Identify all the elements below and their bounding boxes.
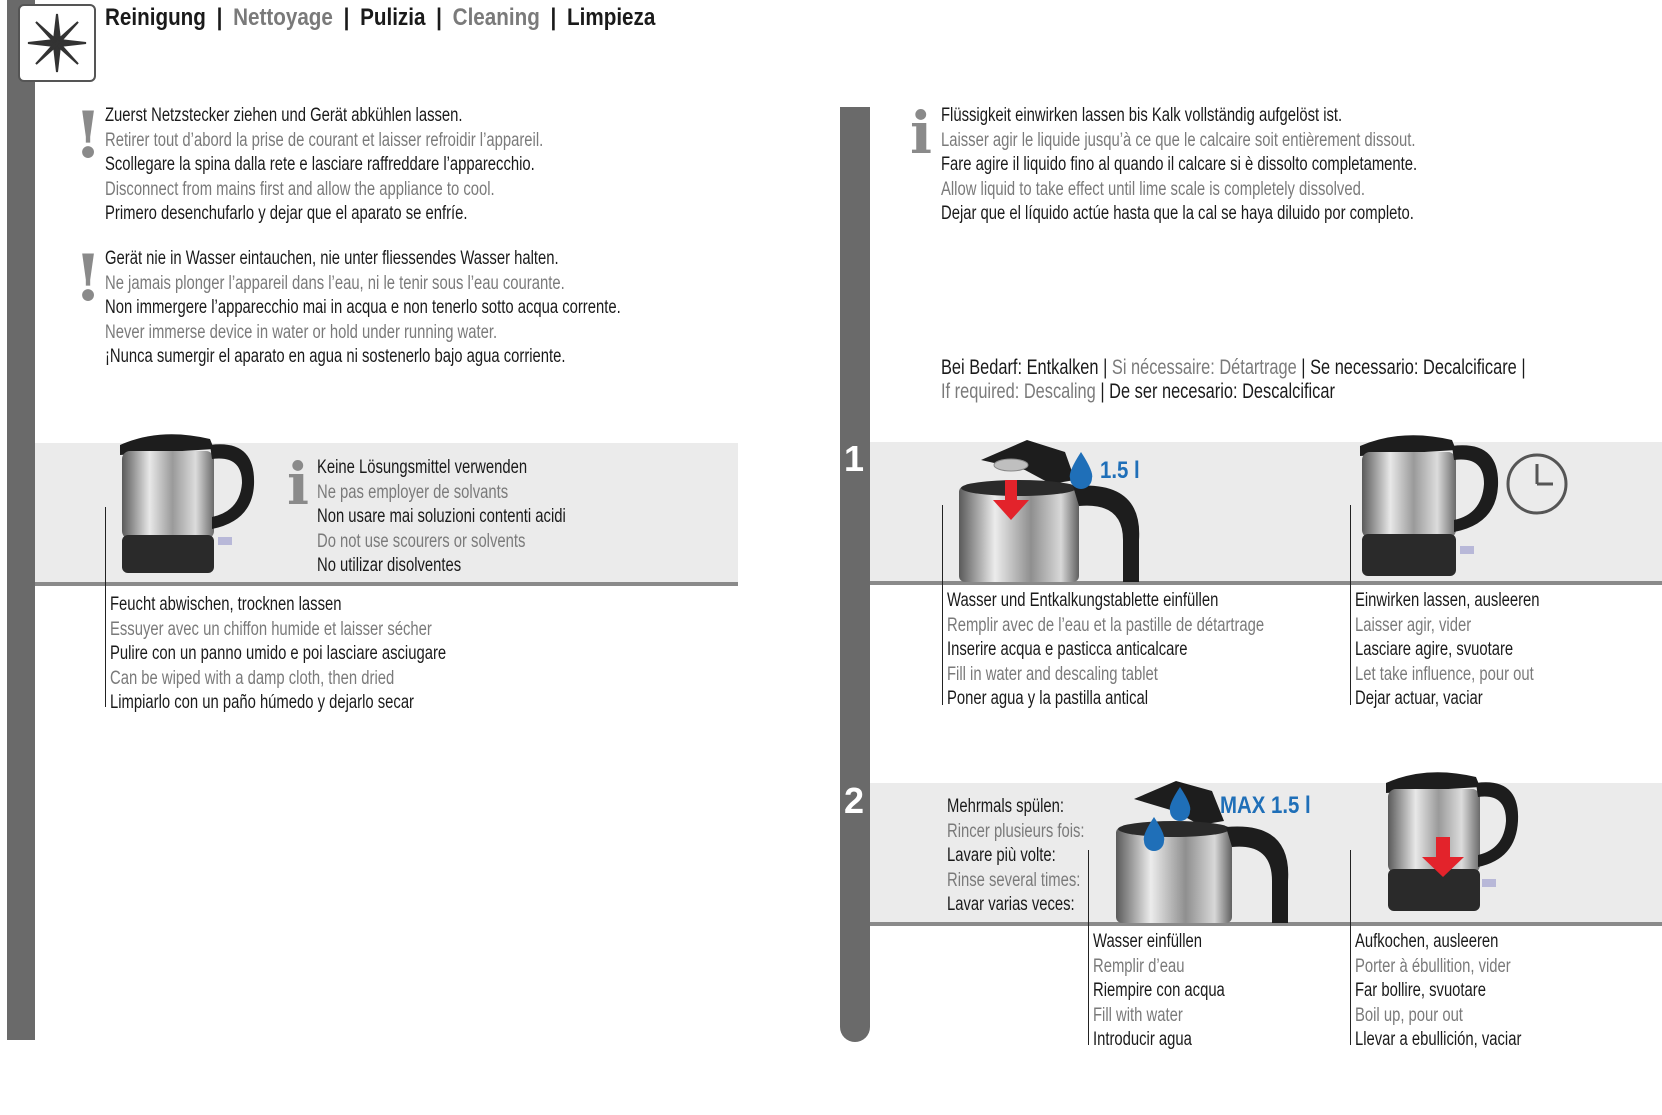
solvent-line: Non usare mai soluzioni contenti acidi [317, 506, 566, 527]
header-sep: | [216, 4, 223, 31]
kettle-image [1352, 428, 1502, 580]
rinse-line: Lavar varias veces: [947, 894, 1075, 915]
heading-en: If required: Descaling [941, 380, 1096, 403]
step2-boil-caption [1355, 930, 1521, 1053]
warning-line: Disconnect from mains first and allow the appliance to cool. [105, 178, 495, 200]
warning-line: Primero desenchufarlo y dejar que el aparato se enfríe. [105, 203, 468, 224]
warning-line: Gerät nie in Wasser eintauchen, nie unter fliessendes Wasser halten. [105, 248, 559, 269]
header-it: Pulizia [360, 4, 426, 31]
caption-line: Boil up, pour out [1355, 1004, 1463, 1026]
step-number: 2 [844, 780, 865, 821]
caption-line: Wasser einfüllen [1093, 931, 1203, 952]
callout-line [1350, 505, 1351, 705]
rinse-line: Mehrmals spülen: [947, 796, 1064, 817]
kettle-image [1380, 765, 1520, 915]
caption-line: Lasciare agire, svuotare [1355, 639, 1514, 660]
heading-it: Se necessario: Decalcificare [1310, 356, 1517, 379]
caption-line: Dejar actuar, vaciar [1355, 688, 1483, 709]
caption-line: Wasser und Entkalkungstablette einfüllen [947, 590, 1219, 611]
step1-fill-caption [947, 589, 1264, 712]
caption-line: Fill with water [1093, 1004, 1183, 1026]
wipe-line: Limpiarlo con un paño húmedo y dejarlo secar [110, 692, 414, 713]
header-sep: | [343, 4, 350, 31]
kettle-image [110, 425, 260, 580]
step1-soak-caption [1355, 589, 1540, 712]
step2-fill-caption [1093, 930, 1225, 1053]
heading-fr: Si nécessaire: Détartrage [1111, 356, 1297, 379]
caption-line: Laisser agir, vider [1355, 614, 1472, 636]
heading-sep: | [1103, 356, 1108, 379]
caption-line: Riempire con acqua [1093, 980, 1225, 1001]
solvent-text [317, 456, 566, 579]
warning-line: Non immergere l’apparecchio mai in acqua e non tenerlo sotto acqua corrente. [105, 297, 621, 318]
callout-line [1350, 850, 1351, 1045]
header-en: Cleaning [452, 4, 540, 31]
wipe-line: Pulire con un panno umido e poi lasciare asciugare [110, 643, 447, 664]
warning-line: Zuerst Netzstecker ziehen und Gerät abkühlen lassen. [105, 105, 463, 126]
solvent-line: No utilizar disolventes [317, 555, 462, 576]
header-fr: Nettoyage [233, 4, 333, 31]
sparkle-icon [20, 6, 94, 80]
rinse-line: Lavare più volte: [947, 845, 1056, 866]
caption-line: Einwirken lassen, ausleeren [1355, 590, 1540, 611]
caption-line: Far bollire, svuotare [1355, 980, 1486, 1001]
dissolve-line: Fare agire il liquido fino al quando il calcare si è dissolto completamente. [941, 154, 1418, 175]
caption-line: Aufkochen, ausleeren [1355, 931, 1499, 952]
warning-line: ¡Nunca sumergir el aparato en agua ni sostenerlo bajo agua corriente. [105, 346, 566, 367]
solvent-line: Do not use scourers or solvents [317, 530, 526, 552]
header-sep: | [436, 4, 442, 31]
caption-line: Remplir d’eau [1093, 955, 1185, 977]
caption-line: Llevar a ebullición, vaciar [1355, 1029, 1522, 1050]
header-de: Reinigung [105, 4, 206, 31]
heading-sep: | [1521, 356, 1526, 379]
wipe-line: Essuyer avec un chiffon humide et laisser sécher [110, 618, 432, 640]
rinse-line: Rinse several times: [947, 869, 1081, 891]
warning-line: Ne jamais plonger l’appareil dans l’eau, ni le tenir sous l’eau courante. [105, 272, 565, 294]
heading-de: Bei Bedarf: Entkalken [941, 356, 1099, 379]
rinse-line: Rincer plusieurs fois: [947, 820, 1085, 842]
fill-volume-label: 1.5 l [1100, 457, 1140, 484]
step-number: 1 [844, 438, 865, 479]
header-es: Limpieza [567, 4, 656, 31]
info-icon: i [287, 450, 310, 518]
warning-line: Retirer tout d’abord la prise de courant et laisser refroidir l’appareil. [105, 129, 544, 151]
max-fill-label: MAX 1.5 l [1220, 792, 1311, 819]
heading-sep: | [1100, 380, 1105, 403]
caption-line: Let take influence, pour out [1355, 663, 1534, 685]
dissolve-line: Allow liquid to take effect until lime scale is completely dissolved. [941, 178, 1365, 200]
caption-line: Porter à ébullition, vider [1355, 955, 1511, 977]
wipe-text [110, 593, 446, 716]
caption-line: Inserire acqua e pasticca anticalcare [947, 639, 1188, 660]
wipe-line: Can be wiped with a damp cloth, then dried [110, 667, 395, 689]
caption-line: Poner agua y la pastilla antical [947, 688, 1149, 709]
dissolve-line: Dejar que el líquido actúe hasta que la cal se haya diluido por completo. [941, 203, 1414, 224]
warning-line: Scollegare la spina dalla rete e lasciare raffreddare l’apparecchio. [105, 154, 535, 175]
warning-icon: ! [74, 241, 103, 316]
solvent-line: Keine Lösungsmittel verwenden [317, 457, 528, 478]
callout-line [942, 505, 943, 705]
callout-line [1088, 850, 1089, 1045]
info-icon: i [910, 99, 933, 167]
caption-line: Fill in water and descaling tablet [947, 663, 1158, 685]
water-drop-icon [1066, 450, 1096, 490]
header-sep: | [550, 4, 557, 31]
warning-line: Never immerse device in water or hold under running water. [105, 321, 498, 343]
wipe-line: Feucht abwischen, trocknen lassen [110, 594, 342, 615]
caption-line: Remplir avec de l’eau et la pastille de détartrage [947, 614, 1265, 636]
header-bar [105, 4, 655, 32]
right-side-bar [840, 107, 870, 1042]
heading-sep: | [1301, 356, 1306, 379]
dissolve-line: Flüssigkeit einwirken lassen bis Kalk vollständig aufgelöst ist. [941, 105, 1343, 126]
solvent-line: Ne pas employer de solvants [317, 481, 509, 503]
descaling-heading [941, 356, 1526, 404]
clock-icon [1505, 452, 1569, 516]
dissolve-line: Laisser agir le liquide jusqu’à ce que le calcaire soit entièrement dissout. [941, 129, 1416, 151]
heading-es: De ser necesario: Descalcificar [1109, 380, 1335, 403]
left-side-bar [7, 0, 35, 1040]
rinse-text [947, 795, 1085, 918]
warning-text-1 [105, 104, 543, 227]
dissolve-text [941, 104, 1417, 227]
kettle-callout-line [105, 507, 106, 707]
caption-line: Introducir agua [1093, 1029, 1192, 1050]
cleaning-icon-box [18, 4, 96, 82]
warning-icon: ! [74, 98, 103, 173]
warning-text-2 [105, 247, 621, 370]
